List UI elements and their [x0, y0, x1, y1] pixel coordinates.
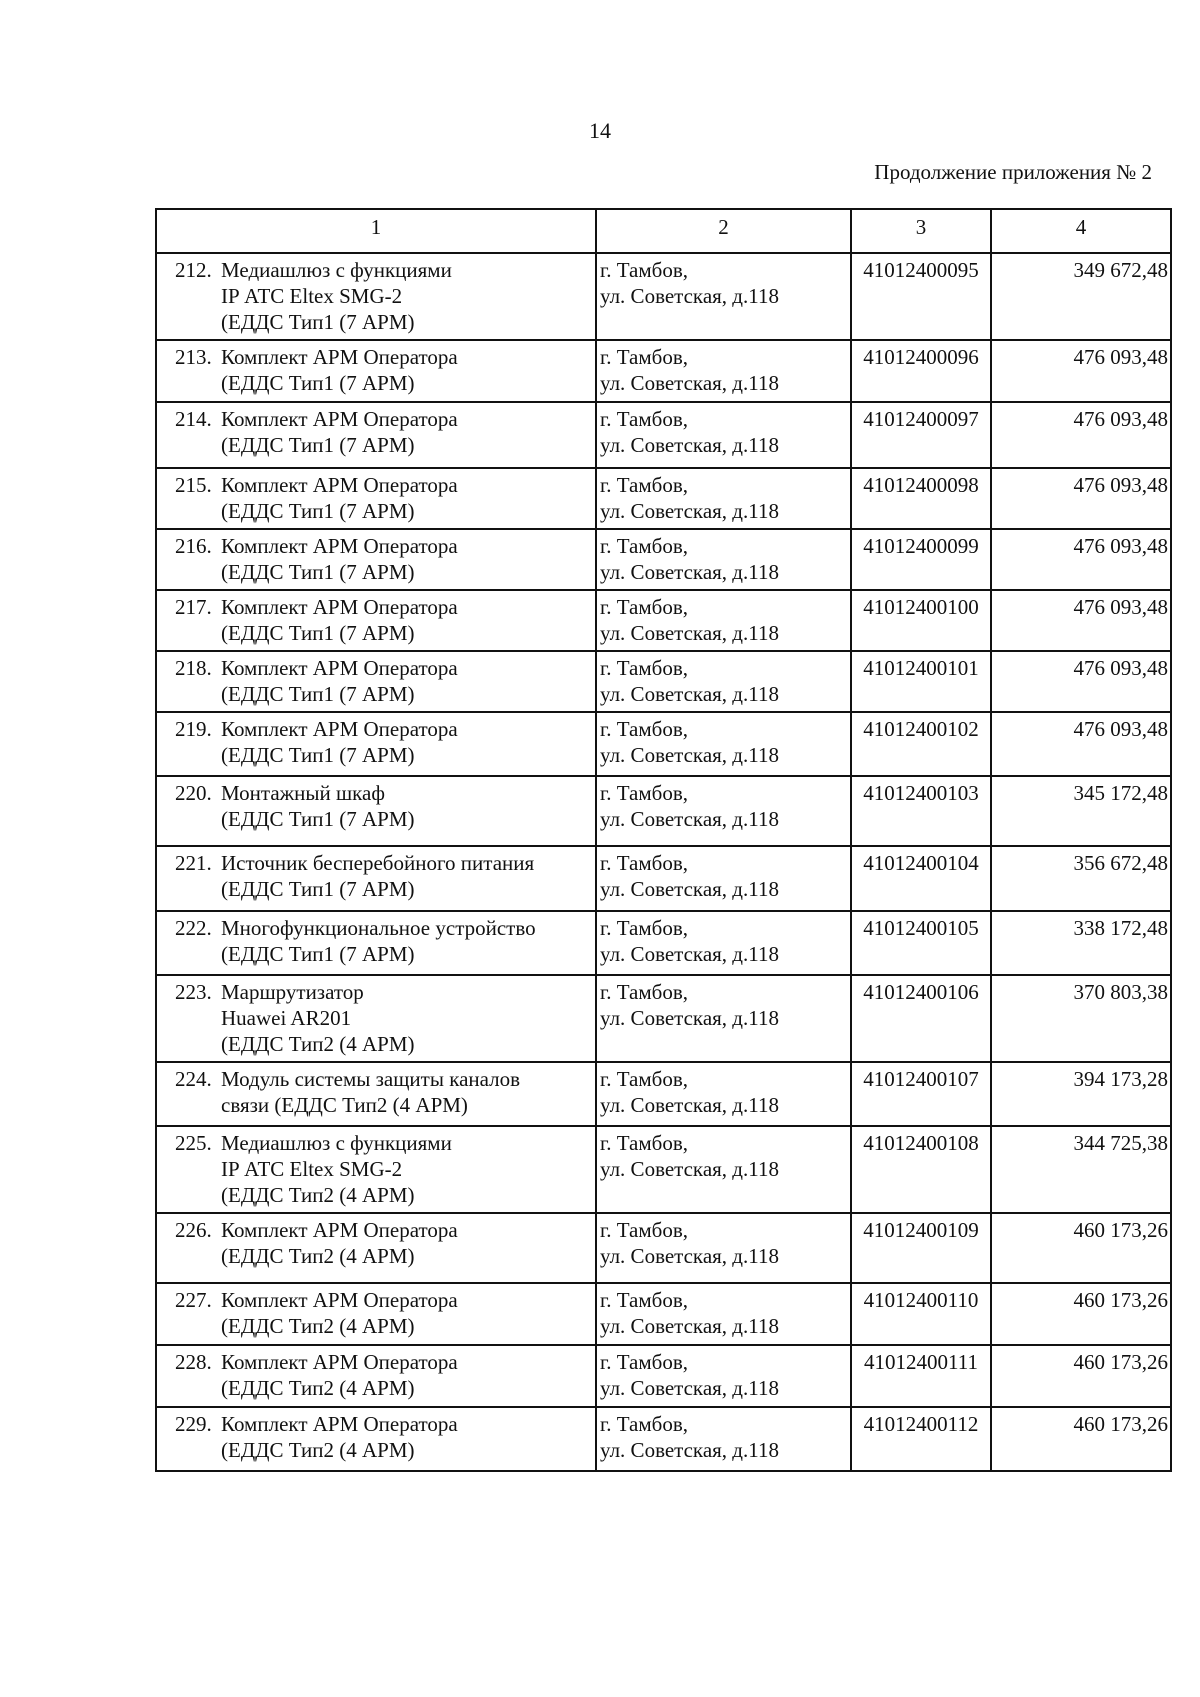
cell-line: ул. Советская, д.118 — [600, 1244, 779, 1268]
cell-line: г. Тамбов, — [600, 1288, 689, 1312]
cell-line: г. Тамбов, — [600, 781, 689, 805]
value-cell: 460 173,26 — [991, 1407, 1171, 1471]
value-cell: 476 093,48 — [991, 590, 1171, 651]
item-cell — [156, 1062, 596, 1126]
item-number: 215. — [175, 473, 212, 497]
cell-line: г. Тамбов, — [600, 345, 689, 369]
column-header-3: 3 — [851, 209, 991, 253]
asset-table-container — [155, 208, 1170, 1472]
item-name — [221, 1217, 591, 1269]
table-row — [156, 529, 1171, 590]
item-cell — [156, 776, 596, 846]
cell-line: г. Тамбов, — [600, 1412, 689, 1436]
table-row — [156, 1062, 1171, 1126]
cell-line: ул. Советская, д.118 — [600, 1376, 779, 1400]
cell-line: Huawei AR201 — [221, 1006, 352, 1030]
cell-line: (ЕДДС Тип2 (4 АРМ) — [221, 1314, 415, 1338]
cell-line: ул. Советская, д.118 — [600, 1006, 779, 1030]
inventory-code-cell: 41012400112 — [851, 1407, 991, 1471]
cell-line: (ЕДДС Тип1 (7 АРМ) — [221, 621, 415, 645]
inventory-code-cell: 41012400111 — [851, 1345, 991, 1407]
cell-line: Комплект АРМ Оператора — [221, 595, 458, 619]
table-body — [156, 253, 1171, 1471]
item-number: 226. — [175, 1218, 212, 1242]
inventory-code-cell: 41012400103 — [851, 776, 991, 846]
item-number: 220. — [175, 781, 212, 805]
value-cell: 476 093,48 — [991, 468, 1171, 529]
address-cell — [596, 402, 851, 468]
table-row — [156, 911, 1171, 975]
item-cell — [156, 846, 596, 911]
cell-line: Комплект АРМ Оператора — [221, 1350, 458, 1374]
cell-line: ул. Советская, д.118 — [600, 499, 779, 523]
item-name — [221, 533, 591, 585]
item-number: 224. — [175, 1067, 212, 1091]
table-row — [156, 846, 1171, 911]
cell-line: (ЕДДС Тип2 (4 АРМ) — [221, 1438, 415, 1462]
cell-line: г. Тамбов, — [600, 980, 689, 1004]
value-cell: 338 172,48 — [991, 911, 1171, 975]
cell-line: (ЕДДС Тип1 (7 АРМ) — [221, 743, 415, 767]
cell-line: г. Тамбов, — [600, 656, 689, 680]
value-cell: 476 093,48 — [991, 651, 1171, 712]
cell-line: Медиашлюз с функциями — [221, 1131, 452, 1155]
cell-line: Комплект АРМ Оператора — [221, 1218, 458, 1242]
address-cell — [596, 975, 851, 1062]
address-cell — [596, 1126, 851, 1213]
cell-line: (ЕДДС Тип1 (7 АРМ) — [221, 942, 415, 966]
address-cell — [596, 712, 851, 776]
table-row — [156, 1283, 1171, 1345]
item-number: 212. — [175, 258, 212, 282]
item-number: 213. — [175, 345, 212, 369]
cell-line: (ЕДДС Тип1 (7 АРМ) — [221, 560, 415, 584]
cell-line: г. Тамбов, — [600, 1067, 689, 1091]
item-number: 217. — [175, 595, 212, 619]
item-cell — [156, 1213, 596, 1283]
item-name — [221, 344, 591, 396]
table-row — [156, 1407, 1171, 1471]
item-cell — [156, 1345, 596, 1407]
cell-line: (ЕДДС Тип1 (7 АРМ) — [221, 433, 415, 457]
appendix-continuation-note: Продолжение приложения № 2 — [874, 160, 1152, 184]
inventory-code-cell: 41012400110 — [851, 1283, 991, 1345]
item-name — [221, 716, 591, 768]
item-name — [221, 1130, 591, 1208]
value-cell: 460 173,26 — [991, 1283, 1171, 1345]
inventory-code-cell: 41012400095 — [851, 253, 991, 340]
cell-line: ул. Советская, д.118 — [600, 1157, 779, 1181]
item-number: 228. — [175, 1350, 212, 1374]
item-cell — [156, 340, 596, 402]
inventory-code-cell: 41012400104 — [851, 846, 991, 911]
cell-line: Комплект АРМ Оператора — [221, 345, 458, 369]
table-header-row — [156, 209, 1171, 253]
inventory-code-cell: 41012400108 — [851, 1126, 991, 1213]
address-cell — [596, 1283, 851, 1345]
inventory-code-cell: 41012400106 — [851, 975, 991, 1062]
column-header-2: 2 — [596, 209, 851, 253]
inventory-code-cell: 41012400109 — [851, 1213, 991, 1283]
cell-line: г. Тамбов, — [600, 916, 689, 940]
value-cell: 345 172,48 — [991, 776, 1171, 846]
inventory-code-cell: 41012400107 — [851, 1062, 991, 1126]
item-name — [221, 655, 591, 707]
value-cell: 394 173,28 — [991, 1062, 1171, 1126]
address-cell — [596, 651, 851, 712]
cell-line: (ЕДДС Тип2 (4 АРМ) — [221, 1376, 415, 1400]
cell-line: Комплект АРМ Оператора — [221, 407, 458, 431]
page-number: 14 — [589, 118, 611, 143]
item-cell — [156, 712, 596, 776]
cell-line: г. Тамбов, — [600, 1350, 689, 1374]
table-row — [156, 468, 1171, 529]
item-cell — [156, 253, 596, 340]
cell-line: г. Тамбов, — [600, 1218, 689, 1242]
item-name — [221, 915, 591, 967]
cell-line: ул. Советская, д.118 — [600, 433, 779, 457]
address-cell — [596, 468, 851, 529]
value-cell: 460 173,26 — [991, 1213, 1171, 1283]
table-row — [156, 1126, 1171, 1213]
cell-line: ул. Советская, д.118 — [600, 877, 779, 901]
cell-line: Комплект АРМ Оператора — [221, 473, 458, 497]
item-cell — [156, 1283, 596, 1345]
cell-line: Комплект АРМ Оператора — [221, 656, 458, 680]
cell-line: (ЕДДС Тип1 (7 АРМ) — [221, 877, 415, 901]
item-number: 225. — [175, 1131, 212, 1155]
column-header-4: 4 — [991, 209, 1171, 253]
cell-line: (ЕДДС Тип1 (7 АРМ) — [221, 371, 415, 395]
cell-line: Комплект АРМ Оператора — [221, 1288, 458, 1312]
cell-line: Источник бесперебойного питания — [221, 851, 535, 875]
item-number: 216. — [175, 534, 212, 558]
asset-table — [155, 208, 1172, 1472]
table-row — [156, 1345, 1171, 1407]
item-name — [221, 1411, 591, 1463]
cell-line: (ЕДДС Тип1 (7 АРМ) — [221, 499, 415, 523]
item-name — [221, 472, 591, 524]
value-cell: 476 093,48 — [991, 340, 1171, 402]
cell-line: Комплект АРМ Оператора — [221, 534, 458, 558]
item-name — [221, 850, 591, 902]
cell-line: ул. Советская, д.118 — [600, 682, 779, 706]
cell-line: IP АТС Eltex SMG-2 — [221, 284, 403, 308]
table-row — [156, 776, 1171, 846]
inventory-code-cell: 41012400096 — [851, 340, 991, 402]
item-cell — [156, 1407, 596, 1471]
address-cell — [596, 529, 851, 590]
address-cell — [596, 253, 851, 340]
item-name — [221, 406, 591, 458]
item-number: 214. — [175, 407, 212, 431]
item-cell — [156, 651, 596, 712]
cell-line: ул. Советская, д.118 — [600, 560, 779, 584]
cell-line: Модуль системы защиты каналов — [221, 1067, 521, 1091]
cell-line: ул. Советская, д.118 — [600, 1438, 779, 1462]
item-number: 219. — [175, 717, 212, 741]
cell-line: (ЕДДС Тип1 (7 АРМ) — [221, 807, 415, 831]
cell-line: г. Тамбов, — [600, 595, 689, 619]
item-name — [221, 979, 591, 1057]
item-number: 218. — [175, 656, 212, 680]
value-cell: 370 803,38 — [991, 975, 1171, 1062]
cell-line: ул. Советская, д.118 — [600, 621, 779, 645]
cell-line: (ЕДДС Тип2 (4 АРМ) — [221, 1032, 415, 1056]
item-cell — [156, 1126, 596, 1213]
cell-line: ул. Советская, д.118 — [600, 1093, 779, 1117]
table-row — [156, 340, 1171, 402]
table-row — [156, 651, 1171, 712]
item-cell — [156, 590, 596, 651]
value-cell: 476 093,48 — [991, 712, 1171, 776]
item-cell — [156, 402, 596, 468]
column-header-1: 1 — [156, 209, 596, 253]
cell-line: (ЕДДС Тип1 (7 АРМ) — [221, 682, 415, 706]
address-cell — [596, 846, 851, 911]
address-cell — [596, 1345, 851, 1407]
table-row — [156, 253, 1171, 340]
table-row — [156, 1213, 1171, 1283]
address-cell — [596, 1213, 851, 1283]
inventory-code-cell: 41012400100 — [851, 590, 991, 651]
cell-line: (ЕДДС Тип2 (4 АРМ) — [221, 1244, 415, 1268]
item-cell — [156, 975, 596, 1062]
address-cell — [596, 1062, 851, 1126]
item-name — [221, 780, 591, 832]
item-name — [221, 257, 591, 335]
cell-line: Маршрутизатор — [221, 980, 364, 1004]
table-row — [156, 975, 1171, 1062]
item-cell — [156, 911, 596, 975]
cell-line: Медиашлюз с функциями — [221, 258, 452, 282]
cell-line: Монтажный шкаф — [221, 781, 385, 805]
table-row — [156, 712, 1171, 776]
item-name — [221, 594, 591, 646]
cell-line: г. Тамбов, — [600, 1131, 689, 1155]
address-cell — [596, 340, 851, 402]
cell-line: г. Тамбов, — [600, 717, 689, 741]
cell-line: Комплект АРМ Оператора — [221, 1412, 458, 1436]
inventory-code-cell: 41012400101 — [851, 651, 991, 712]
item-cell — [156, 529, 596, 590]
cell-line: ул. Советская, д.118 — [600, 743, 779, 767]
cell-line: г. Тамбов, — [600, 851, 689, 875]
inventory-code-cell: 41012400099 — [851, 529, 991, 590]
cell-line: IP АТС Eltex SMG-2 — [221, 1157, 403, 1181]
value-cell: 476 093,48 — [991, 529, 1171, 590]
value-cell: 344 725,38 — [991, 1126, 1171, 1213]
item-number: 229. — [175, 1412, 212, 1436]
table-row — [156, 590, 1171, 651]
cell-line: ул. Советская, д.118 — [600, 284, 779, 308]
address-cell — [596, 911, 851, 975]
cell-line: ул. Советская, д.118 — [600, 942, 779, 966]
cell-line: ул. Советская, д.118 — [600, 371, 779, 395]
value-cell: 476 093,48 — [991, 402, 1171, 468]
value-cell: 460 173,26 — [991, 1345, 1171, 1407]
address-cell — [596, 776, 851, 846]
cell-line: связи (ЕДДС Тип2 (4 АРМ) — [221, 1093, 468, 1117]
cell-line: г. Тамбов, — [600, 258, 689, 282]
item-name — [221, 1287, 591, 1339]
item-name — [221, 1349, 591, 1401]
inventory-code-cell: 41012400105 — [851, 911, 991, 975]
inventory-code-cell: 41012400097 — [851, 402, 991, 468]
cell-line: ул. Советская, д.118 — [600, 807, 779, 831]
inventory-code-cell: 41012400102 — [851, 712, 991, 776]
cell-line: Многофункциональное устройство — [221, 916, 536, 940]
table-row — [156, 402, 1171, 468]
cell-line: г. Тамбов, — [600, 407, 689, 431]
item-number: 223. — [175, 980, 212, 1004]
cell-line: г. Тамбов, — [600, 473, 689, 497]
value-cell: 356 672,48 — [991, 846, 1171, 911]
item-cell — [156, 468, 596, 529]
cell-line: ул. Советская, д.118 — [600, 1314, 779, 1338]
item-name — [221, 1066, 591, 1118]
cell-line: г. Тамбов, — [600, 534, 689, 558]
item-number: 227. — [175, 1288, 212, 1312]
cell-line: (ЕДДС Тип2 (4 АРМ) — [221, 1183, 415, 1207]
address-cell — [596, 590, 851, 651]
inventory-code-cell: 41012400098 — [851, 468, 991, 529]
item-number: 221. — [175, 851, 212, 875]
item-number: 222. — [175, 916, 212, 940]
value-cell: 349 672,48 — [991, 253, 1171, 340]
address-cell — [596, 1407, 851, 1471]
cell-line: Комплект АРМ Оператора — [221, 717, 458, 741]
cell-line: (ЕДДС Тип1 (7 АРМ) — [221, 310, 415, 334]
